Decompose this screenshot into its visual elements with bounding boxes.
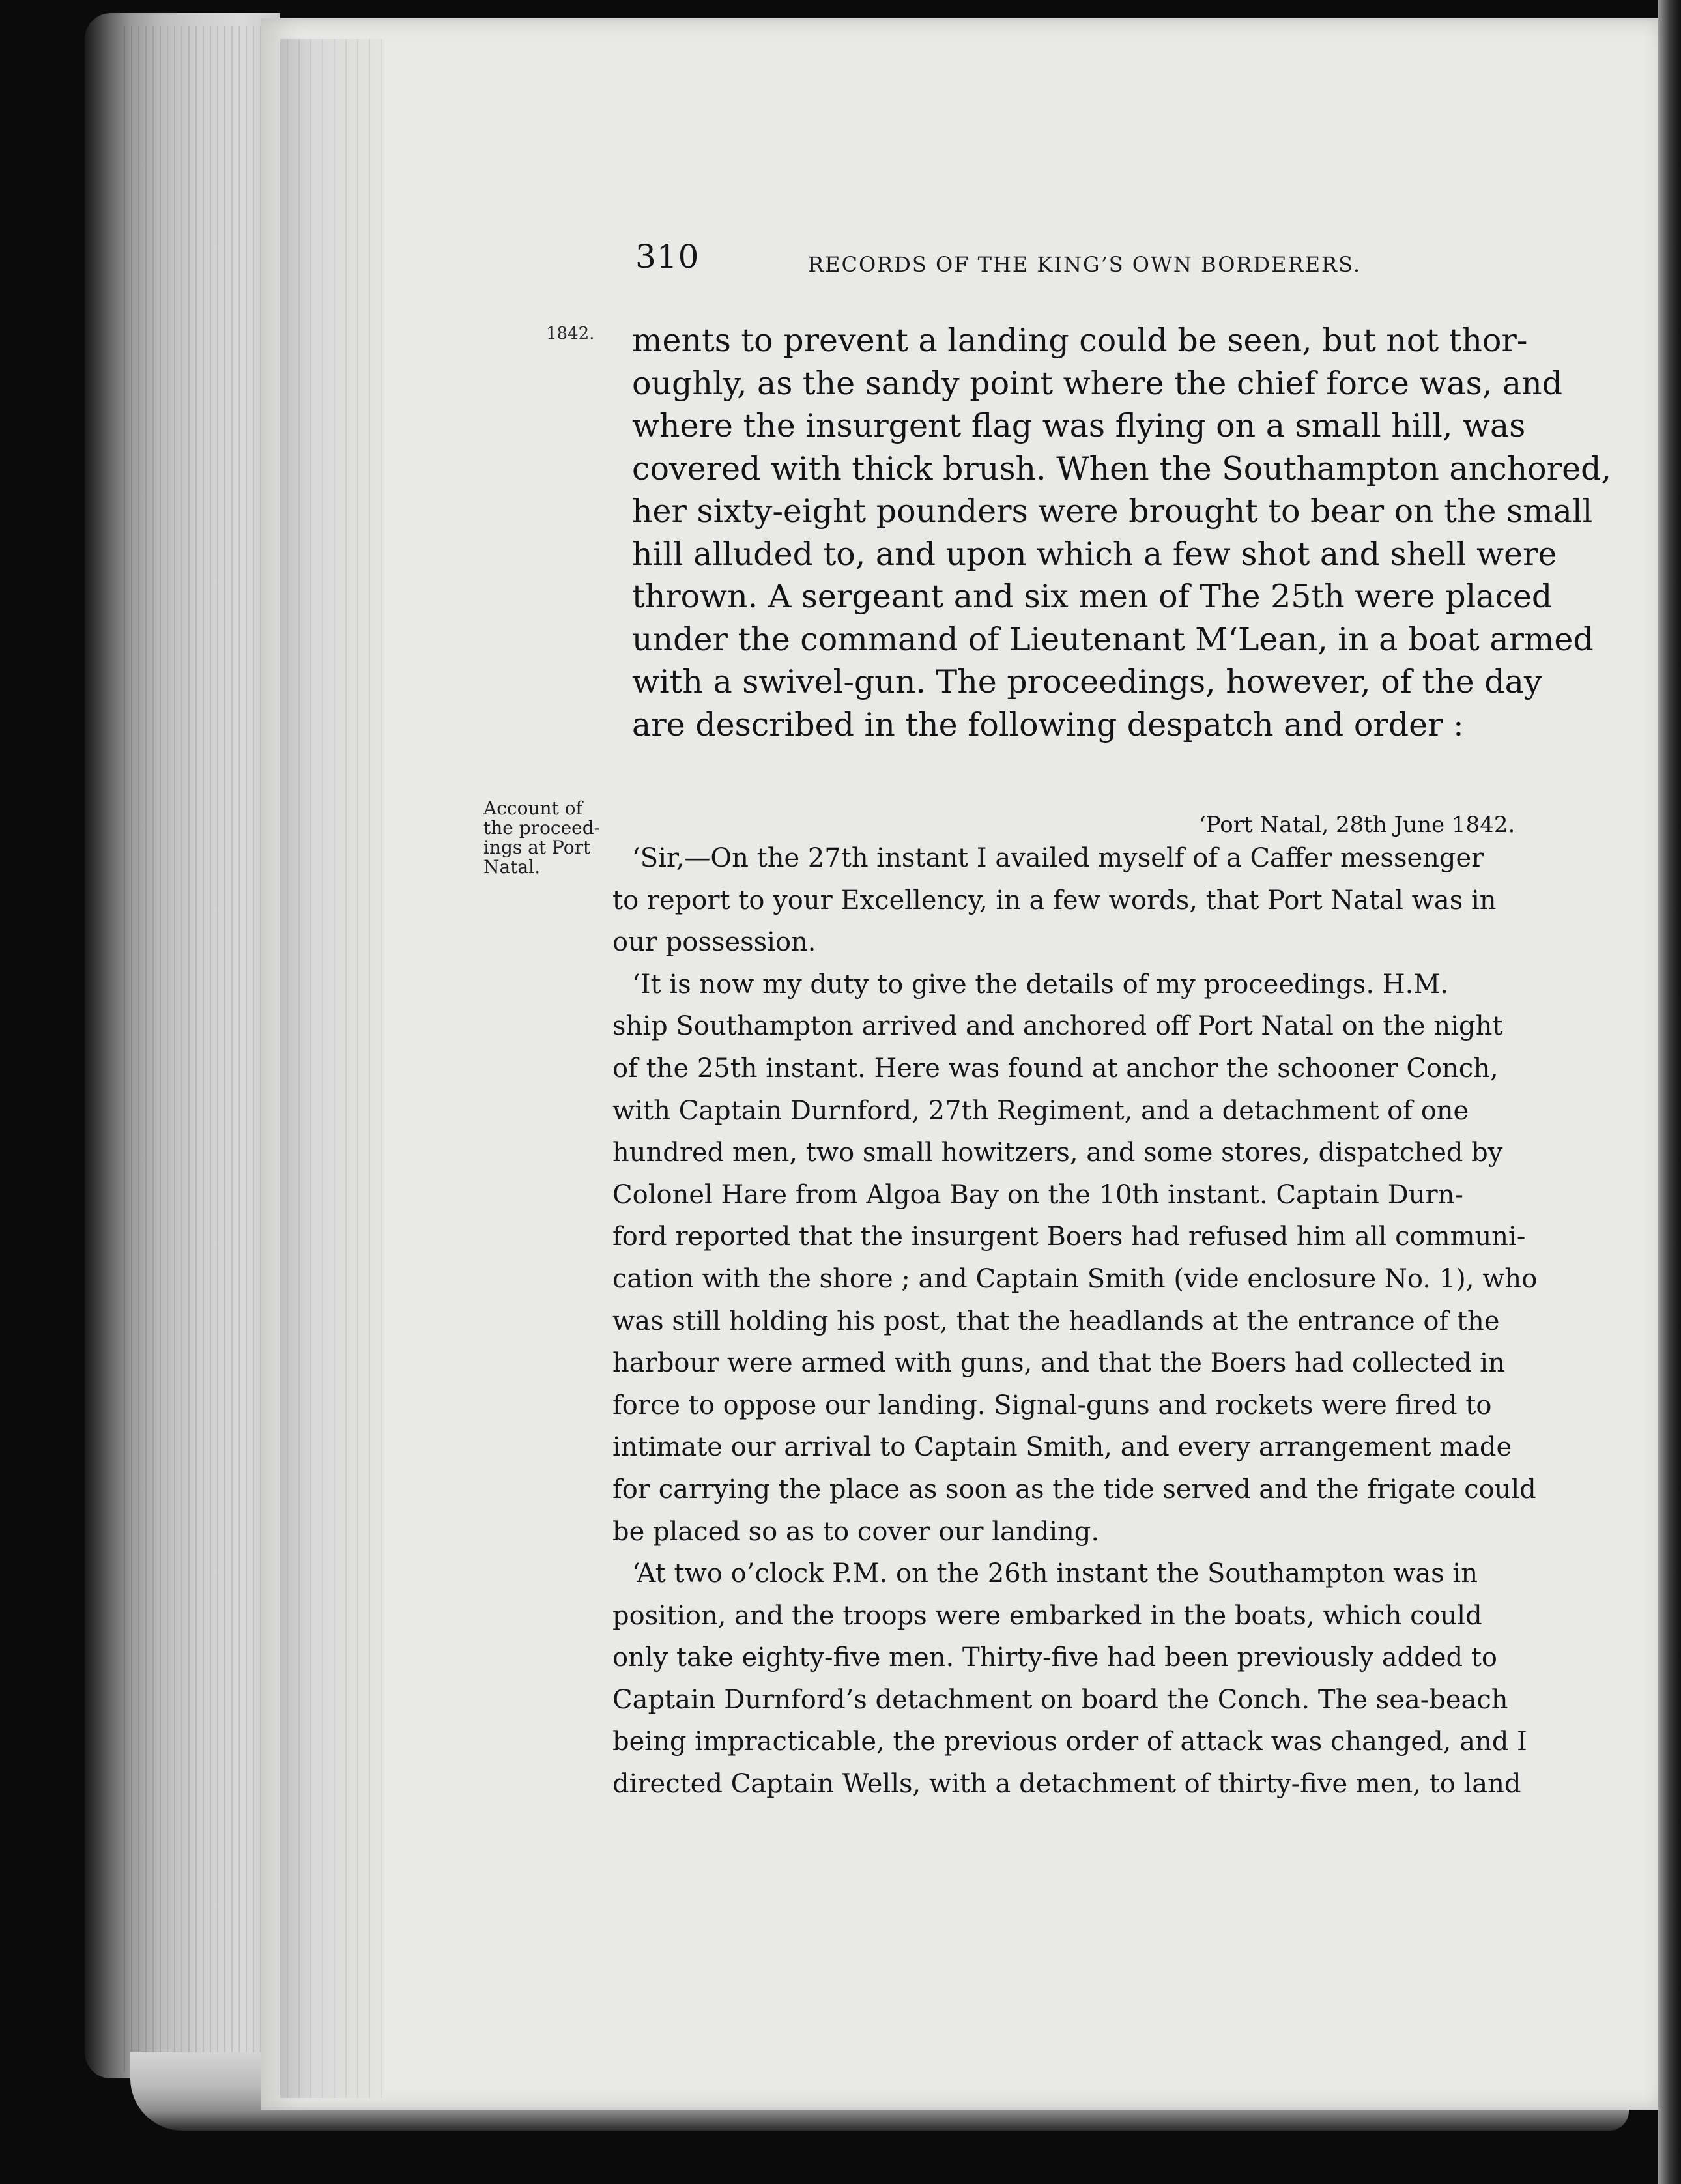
text-line: with Captain Durnford, 27th Regiment, and a detachment of one	[612, 1095, 1469, 1126]
text-line: harbour were armed with guns, and that the Boers had collected in	[612, 1348, 1505, 1379]
text-line: under the command of Lieutenant M‘Lean, in a boat armed	[632, 620, 1594, 658]
margin-note-line: the proceed-	[483, 817, 601, 839]
text-line: intimate our arrival to Captain Smith, and every arrangement made	[612, 1432, 1512, 1463]
gutter-texture	[287, 39, 384, 2098]
text-line: cation with the shore ; and Captain Smith (vide enclosure No. 1), who	[612, 1263, 1538, 1294]
text-line: hill alluded to, and upon which a few shot and shell were	[632, 535, 1557, 573]
text-line: was still holding his post, that the headlands at the entrance of the	[612, 1306, 1500, 1336]
text-line: for carrying the place as soon as the tide served and the frigate could	[612, 1474, 1536, 1504]
text-line: ‘Sir,—On the 27th instant I availed myself of a Caffer messenger	[632, 843, 1484, 873]
text-line: Captain Durnford’s detachment on board the Conch. The sea-beach	[612, 1684, 1508, 1715]
text-line: hundred men, two small howitzers, and some stores, dispatched by	[612, 1138, 1503, 1168]
text-line: ship Southampton arrived and anchored off Port Natal on the night	[612, 1011, 1503, 1042]
running-head: RECORDS OF THE KING’S OWN BORDERERS.	[808, 252, 1362, 277]
text-line: her sixty-eight pounders were brought to bear on the small	[632, 493, 1593, 530]
text-line: Colonel Hare from Algoa Bay on the 10th instant. Captain Durn-	[612, 1179, 1463, 1210]
text-line: directed Captain Wells, with a detachment of thirty-five men, to land	[612, 1769, 1521, 1800]
text-line: with a swivel-gun. The proceedings, however, of the day	[632, 663, 1542, 700]
right-border-shadow	[1658, 0, 1681, 2184]
margin-year: 1842.	[546, 324, 595, 343]
text-line: being impracticable, the previous order of attack was changed, and I	[612, 1727, 1527, 1757]
text-line: of the 25th instant. Here was found at anchor the schooner Conch,	[612, 1053, 1499, 1084]
text-line: to report to your Excellency, in a few words, that Port Natal was in	[612, 885, 1497, 915]
text-line: covered with thick brush. When the Southampton anchored,	[632, 450, 1612, 487]
text-line: ‘At two o’clock P.M. on the 26th instant the Southampton was in	[632, 1559, 1478, 1589]
text-line: where the insurgent flag was flying on a small hill, was	[632, 407, 1526, 444]
text-line: are described in the following despatch and order :	[632, 706, 1464, 743]
page-header	[635, 238, 1417, 296]
text-line: be placed so as to cover our landing.	[612, 1516, 1100, 1547]
text-line: ments to prevent a landing could be seen, but not thor-	[632, 322, 1528, 359]
body-text-letter	[612, 837, 1564, 1805]
text-line: ‘It is now my duty to give the details of my proceedings. H.M.	[632, 969, 1449, 999]
text-line: force to oppose our landing. Signal-guns and rockets were fired to	[612, 1390, 1492, 1420]
margin-note	[483, 799, 614, 877]
text-line: position, and the troops were embarked in the boats, which could	[612, 1600, 1482, 1631]
text-line: ford reported that the insurgent Boers had refused him all communi-	[612, 1222, 1526, 1252]
text-line: thrown. A sergeant and six men of The 25th were placed	[632, 578, 1553, 615]
page-number: 310	[635, 238, 700, 276]
margin-note-line: Account of	[483, 797, 582, 819]
text-line: oughly, as the sandy point where the chief force was, and	[632, 364, 1563, 402]
margin-note-line: Natal.	[483, 856, 540, 878]
letter-dateline: ‘Port Natal, 28th June 1842.	[1199, 812, 1516, 838]
margin-note-line: ings at Port	[483, 837, 591, 858]
text-line: our possession.	[612, 927, 816, 958]
text-line: only take eighty-five men. Thirty-five had been previously added to	[612, 1643, 1498, 1673]
body-text-large	[632, 319, 1612, 746]
